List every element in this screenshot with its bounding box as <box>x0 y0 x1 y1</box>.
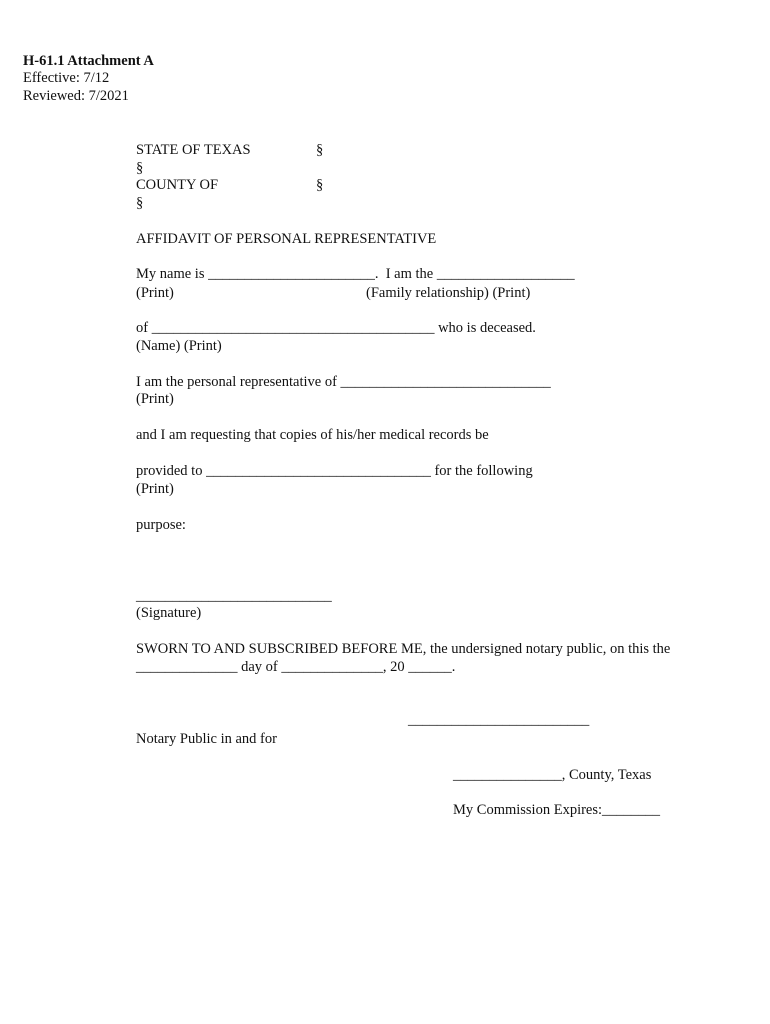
county-label: COUNTY OF <box>136 177 219 193</box>
provided-caption: (Print) <box>136 481 174 497</box>
notary-label: Notary Public in and for <box>136 731 277 747</box>
sworn-date-line: ______________ day of ______________, 20 ______. <box>136 659 456 675</box>
reviewed-date: Reviewed: 7/2021 <box>23 88 129 104</box>
name-print-caption: (Print) <box>136 285 174 301</box>
deceased-line: of _______________________________________ who is deceased. <box>136 320 536 336</box>
effective-date: Effective: 7/12 <box>23 70 110 86</box>
form-id: H-61.1 Attachment A <box>23 53 154 69</box>
relationship-caption: (Family relationship) (Print) <box>366 285 531 301</box>
notary-county-line: _______________, County, Texas <box>453 767 652 783</box>
signature-caption: (Signature) <box>136 605 202 621</box>
affidavit-title: AFFIDAVIT OF PERSONAL REPRESENTATIVE <box>136 231 437 247</box>
deceased-caption: (Name) (Print) <box>136 338 222 354</box>
sworn-statement: SWORN TO AND SUBSCRIBED BEFORE ME, the undersigned notary public, on this the <box>136 641 671 657</box>
section-symbol: § <box>136 195 144 211</box>
section-symbol: § <box>316 177 324 193</box>
commission-expires: My Commission Expires:________ <box>453 802 661 818</box>
signature-line: ___________________________ <box>136 588 332 604</box>
name-line: My name is _______________________. I am the ___________________ <box>136 266 575 282</box>
representative-line: I am the personal representative of _____________________________ <box>136 374 551 390</box>
section-symbol: § <box>316 142 324 158</box>
section-symbol: § <box>136 160 144 176</box>
notary-signature-line: _________________________ <box>408 712 590 728</box>
request-line: and I am requesting that copies of his/her medical records be <box>136 427 489 443</box>
state-label: STATE OF TEXAS <box>136 142 251 158</box>
representative-caption: (Print) <box>136 391 174 407</box>
purpose-label: purpose: <box>136 517 186 533</box>
provided-line: provided to _______________________________ for the following <box>136 463 533 479</box>
